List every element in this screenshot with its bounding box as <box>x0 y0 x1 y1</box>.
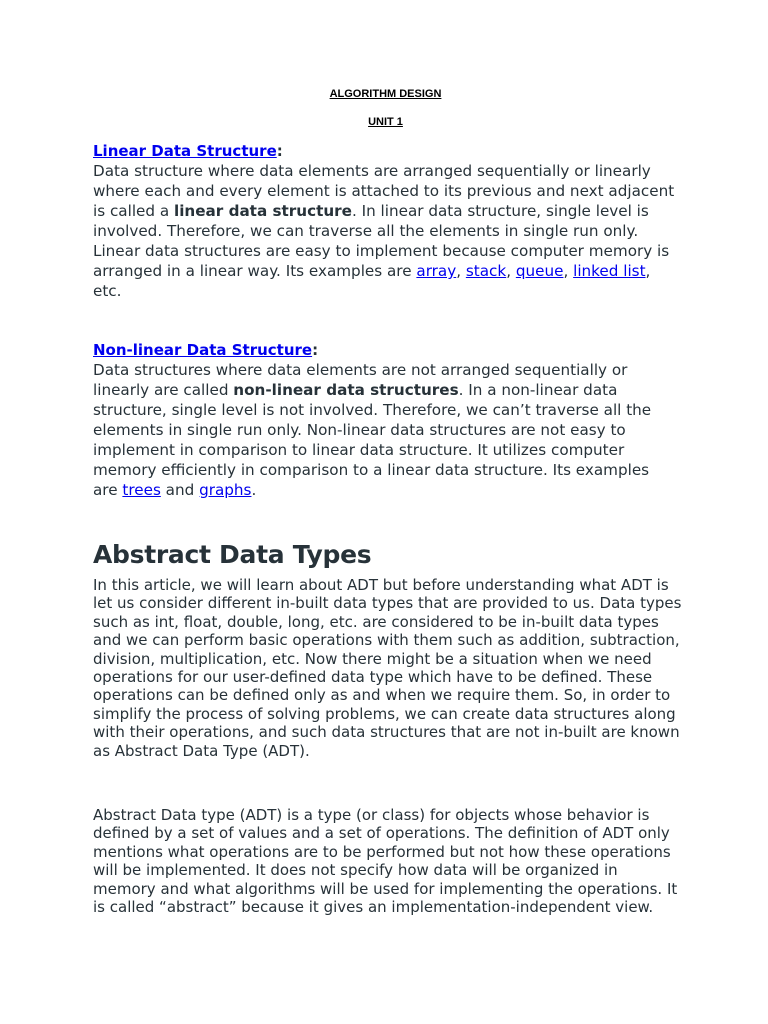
link-queue[interactable]: queue <box>515 262 564 280</box>
link-trees[interactable]: trees <box>122 481 161 499</box>
nonlinear-and: and <box>160 481 200 499</box>
nonlinear-tail: . <box>251 481 257 499</box>
linear-sep-3: , <box>563 262 574 280</box>
linear-sep-1: , <box>456 262 466 280</box>
linear-heading-link[interactable]: Linear Data Structure <box>93 142 277 160</box>
link-graphs[interactable]: graphs <box>199 481 252 499</box>
nonlinear-heading-colon: : <box>312 341 319 359</box>
linear-sep-2: , <box>506 262 516 280</box>
link-stack[interactable]: stack <box>465 262 507 280</box>
unit-label <box>93 116 678 128</box>
adt-heading: Abstract Data Types <box>93 540 372 569</box>
linear-section <box>93 141 678 301</box>
nonlinear-text-1: Data structures where data elements are not arranged sequentially or linearly are called <box>93 361 628 399</box>
document-title: ALGORITHM DESIGN <box>329 88 442 100</box>
unit-label-text: UNIT 1 <box>368 116 403 128</box>
linear-body <box>93 161 678 301</box>
nonlinear-heading <box>93 340 678 360</box>
nonlinear-body <box>93 360 678 500</box>
linear-tail: , etc. <box>93 262 651 300</box>
nonlinear-section <box>93 340 678 500</box>
nonlinear-text-2: . In a non-linear data structure, single level is not involved. Therefore, we can’t traverse all the elements in single run only. Non-linear data structures are not easy to implement in comparison to linear data structure. It utilizes computer memory efficiently in comparison to a linear data structure. Its examples are <box>93 381 652 499</box>
nonlinear-bold-term: non-linear data structures <box>233 381 459 399</box>
link-array[interactable]: array <box>416 262 457 280</box>
linear-text-2: . In linear data structure, single level is involved. Therefore, we can traverse all the elements in single run only. Linear data structures are easy to implement because computer memory is arranged in a linear way. Its examples are <box>93 202 670 280</box>
linear-heading <box>93 141 678 161</box>
nonlinear-heading-link[interactable]: Non-linear Data Structure <box>93 341 313 359</box>
linear-text-1: Data structure where data elements are arranged sequentially or linearly where each and every element is attached to its previous and next adjacent is called a <box>93 162 675 220</box>
link-linked-list[interactable]: linked list <box>573 262 646 280</box>
adt-paragraph-1: In this article, we will learn about ADT but before understanding what ADT is let us consider different in-built data types that are provided to us. Data types such as int, float, double, long, etc. are considered to be in-built data types and we can perform basic operations with them such as addition, subtraction, division, multiplication, etc. Now there might be a situation when we need operations for our user-defined data type which have to be defined. These operations can be defined only as and when we require them. So, in order to simplify the process of solving problems, we can create data structures along with their operations, and such data structures that are not in-built are known as Abstract Data Type (ADT). <box>93 576 682 760</box>
linear-heading-colon: : <box>276 142 283 160</box>
linear-bold-term: linear data structure <box>174 202 352 220</box>
adt-paragraph-2: Abstract Data type (ADT) is a type (or class) for objects whose behavior is defined by a set of values and a set of operations. The definition of ADT only mentions what operations are to be performed but not how these operations will be implemented. It does not specify how data will be organized in memory and what algorithms will be used for implementing the operations. It is called “abstract” because it gives an implementation-independent view. <box>93 806 678 917</box>
